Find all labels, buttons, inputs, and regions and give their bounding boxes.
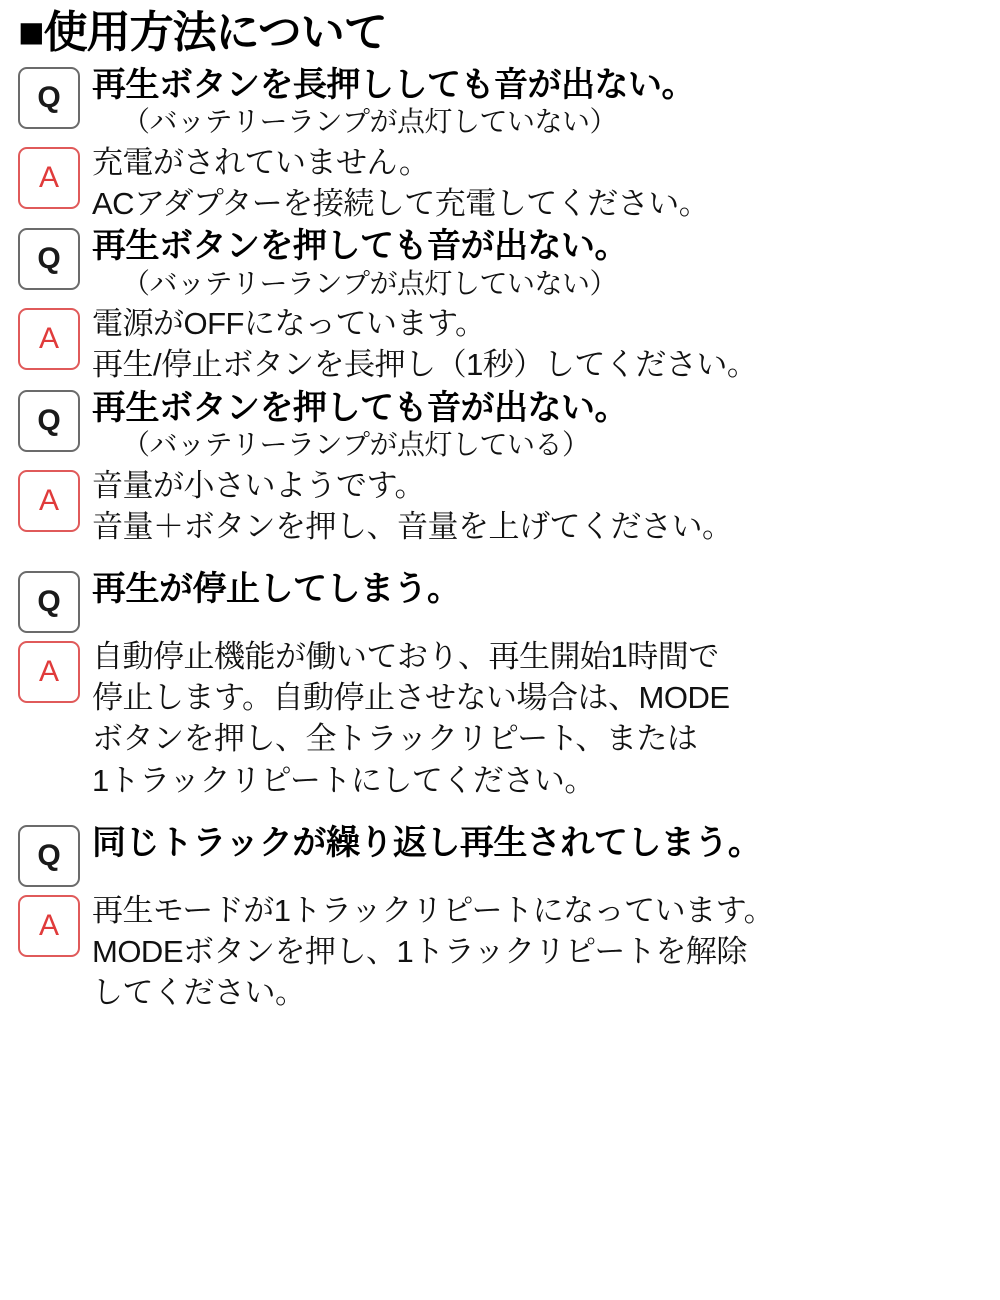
answer-line: 充電がされていません。 — [92, 144, 430, 180]
faq-answer-4 — [18, 635, 986, 801]
answer-line: 音量＋ボタンを押し、音量を上げてください。 — [92, 508, 733, 544]
answer-badge: A — [18, 308, 80, 370]
answer-line: ボタンを押し、全トラックリピート、または — [92, 721, 698, 757]
question-main-text: 再生ボタンを押しても音が出ない。 — [92, 388, 628, 427]
answer-line: 再生/停止ボタンを長押し（1秒）してください。 — [92, 347, 758, 383]
question-badge: Q — [18, 571, 80, 633]
question-main-text: 再生ボタンを長押ししても音が出ない。 — [92, 65, 695, 104]
faq-answer-3 — [18, 464, 986, 547]
answer-text-block — [92, 889, 986, 1014]
answer-line: してください。 — [92, 975, 306, 1011]
answer-text-block — [92, 302, 986, 385]
answer-badge: A — [18, 470, 80, 532]
answer-line: ACアダプターを接続して充電してください。 — [92, 185, 710, 221]
faq-answer-5 — [18, 889, 986, 1014]
answer-line: 1トラックリピートにしてください。 — [92, 762, 595, 798]
page-title: ■使用方法について — [18, 8, 387, 57]
question-sub-text: （バッテリーランプが点灯している） — [122, 428, 590, 460]
answer-badge: A — [18, 895, 80, 957]
answer-line: 音量が小さいようです。 — [92, 467, 426, 503]
question-text-block — [92, 226, 986, 300]
answer-line: 電源がOFFになっています。 — [92, 306, 486, 342]
faq-question-1 — [18, 65, 986, 139]
question-main-text: 再生ボタンを押しても音が出ない。 — [92, 227, 628, 266]
question-text-block — [92, 569, 986, 609]
answer-line: MODEボタンを押し、1トラックリピートを解除 — [92, 934, 747, 970]
answer-line: 停止します。自動停止させない場合は、MODE — [92, 680, 730, 716]
answer-badge: A — [18, 147, 80, 209]
faq-question-2 — [18, 226, 986, 300]
answer-line: 自動停止機能が働いており、再生開始1時間で — [92, 639, 719, 674]
answer-badge: A — [18, 641, 80, 703]
question-badge: Q — [18, 390, 80, 452]
answer-line: 再生モードが1トラックリピートになっています。 — [92, 892, 775, 928]
question-text-block — [92, 388, 986, 462]
answer-text-block — [92, 464, 986, 547]
question-text-block — [92, 65, 986, 139]
faq-answer-1 — [18, 141, 986, 224]
faq-question-4 — [18, 569, 986, 633]
question-badge: Q — [18, 825, 80, 887]
question-text-block — [92, 823, 986, 863]
question-badge: Q — [18, 228, 80, 290]
question-main-text: 同じトラックが繰り返し再生されてしまう。 — [92, 823, 762, 862]
faq-question-3 — [18, 388, 986, 462]
question-sub-text: （バッテリーランプが点灯していない） — [122, 267, 618, 299]
question-sub-text: （バッテリーランプが点灯していない） — [122, 106, 618, 138]
question-badge: Q — [18, 67, 80, 129]
faq-list — [18, 65, 986, 1014]
faq-question-5 — [18, 823, 986, 887]
answer-text-block — [92, 635, 986, 801]
answer-text-block — [92, 141, 986, 224]
question-main-text: 再生が停止してしまう。 — [92, 570, 461, 608]
faq-answer-2 — [18, 302, 986, 385]
